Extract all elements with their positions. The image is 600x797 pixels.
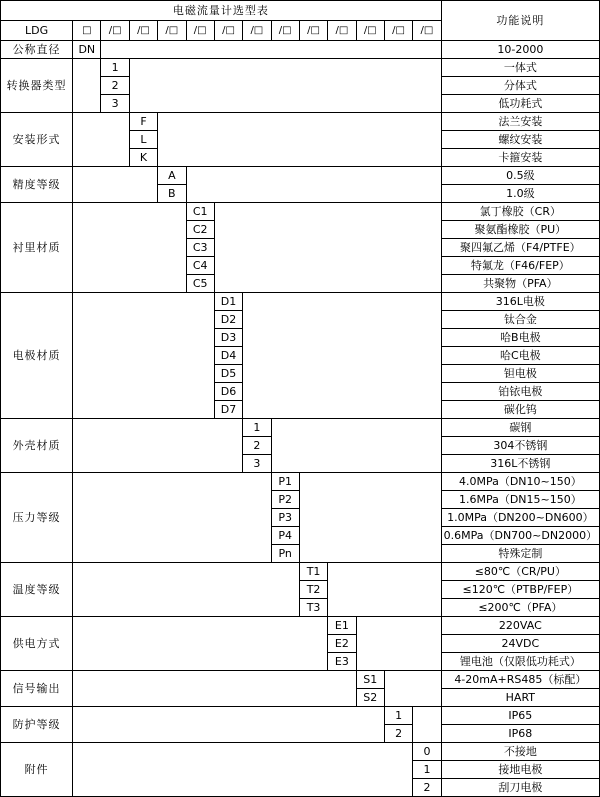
option-code[interactable]: E3 [328, 653, 356, 671]
table-row [1, 743, 600, 761]
table-row [1, 41, 600, 59]
spacer-right [101, 41, 441, 59]
table-row [1, 617, 600, 635]
spacer-right [271, 419, 441, 473]
spacer-right [129, 59, 441, 113]
row-label-12: 防护等级 [1, 707, 73, 743]
option-description: 10-2000 [441, 41, 599, 59]
spacer-left [73, 707, 385, 743]
model-code-box-11 [356, 21, 384, 41]
option-code[interactable]: D1 [214, 293, 242, 311]
option-description: 不接地 [441, 743, 599, 761]
row-label-6: 电极材质 [1, 293, 73, 419]
spacer-left [73, 203, 186, 293]
spacer-left [73, 419, 243, 473]
model-code-box-5 [186, 21, 214, 41]
spacer-right [299, 473, 441, 563]
option-description: ≤200℃（PFA） [441, 599, 599, 617]
spacer-left [73, 671, 356, 707]
option-description: 分体式 [441, 77, 599, 95]
code-box-glyph: □ [82, 25, 92, 37]
option-code[interactable]: E2 [328, 635, 356, 653]
option-description: 卡箍安装 [441, 149, 599, 167]
option-description: 304不锈钢 [441, 437, 599, 455]
code-box-glyph: /□ [108, 25, 122, 37]
spacer-left [73, 743, 413, 797]
option-code[interactable]: 2 [243, 437, 271, 455]
spacer-right [384, 671, 441, 707]
spacer-left [73, 617, 328, 671]
option-code[interactable]: B [158, 185, 186, 203]
option-code[interactable]: 3 [101, 95, 129, 113]
option-code[interactable]: 1 [243, 419, 271, 437]
code-box-glyph: /□ [193, 25, 207, 37]
option-code[interactable]: A [158, 167, 186, 185]
spacer-left [73, 563, 300, 617]
option-code[interactable]: E1 [328, 617, 356, 635]
option-code[interactable]: S2 [356, 689, 384, 707]
option-description: 聚氨酯橡胶（PU） [441, 221, 599, 239]
option-description: 哈B电极 [441, 329, 599, 347]
option-description: 4-20mA+RS485（标配） [441, 671, 599, 689]
option-code[interactable]: 2 [101, 77, 129, 95]
option-code[interactable]: 1 [384, 707, 412, 725]
model-code-box-6 [214, 21, 242, 41]
option-description: IP65 [441, 707, 599, 725]
table-row [1, 167, 600, 185]
spacer-left [73, 167, 158, 203]
option-code[interactable]: D7 [214, 401, 242, 419]
model-code-box-7 [243, 21, 271, 41]
spacer-left [73, 59, 101, 113]
option-description: 法兰安装 [441, 113, 599, 131]
row-label-8: 压力等级 [1, 473, 73, 563]
option-code[interactable]: 2 [413, 779, 441, 797]
option-description: 氯丁橡胶（CR） [441, 203, 599, 221]
option-code[interactable]: T1 [299, 563, 327, 581]
option-description: IP68 [441, 725, 599, 743]
option-code[interactable]: C4 [186, 257, 214, 275]
row-label-3: 安装形式 [1, 113, 73, 167]
option-code[interactable]: F [129, 113, 157, 131]
model-prefix: LDG [1, 21, 73, 41]
option-code[interactable]: C1 [186, 203, 214, 221]
option-description: 刮刀电极 [441, 779, 599, 797]
spacer-right [413, 707, 441, 743]
option-description: 4.0MPa（DN10~150） [441, 473, 599, 491]
option-code[interactable]: D5 [214, 365, 242, 383]
option-code[interactable]: 0 [413, 743, 441, 761]
code-box-glyph: /□ [278, 25, 292, 37]
option-description: 1.6MPa（DN15~150） [441, 491, 599, 509]
model-code-box-2 [101, 21, 129, 41]
option-description: 特氟龙（F46/FEP） [441, 257, 599, 275]
option-description: 特殊定制 [441, 545, 599, 563]
model-code-box-9 [299, 21, 327, 41]
function-description-header: 功能说明 [441, 1, 599, 41]
code-box-glyph: /□ [392, 25, 405, 37]
spacer-left [73, 293, 215, 419]
table-row [1, 113, 600, 131]
option-description: 24VDC [441, 635, 599, 653]
option-code[interactable]: P2 [271, 491, 299, 509]
option-description: 碳钢 [441, 419, 599, 437]
option-description: 聚四氟乙烯（F4/PTFE） [441, 239, 599, 257]
model-code-box-13 [413, 21, 441, 41]
table-row [1, 293, 600, 311]
option-code[interactable]: D2 [214, 311, 242, 329]
code-box-glyph: /□ [363, 25, 377, 37]
option-code[interactable]: P4 [271, 527, 299, 545]
option-description: 碳化钨 [441, 401, 599, 419]
option-code[interactable]: D4 [214, 347, 242, 365]
table-row [1, 203, 600, 221]
option-description: 铂铱电极 [441, 383, 599, 401]
option-description: 316L不锈钢 [441, 455, 599, 473]
table-row [1, 473, 600, 491]
option-description: HART [441, 689, 599, 707]
spacer-right [356, 617, 441, 671]
option-code[interactable]: C2 [186, 221, 214, 239]
option-code[interactable]: 2 [384, 725, 412, 743]
option-description: 1.0MPa（DN200~DN600） [441, 509, 599, 527]
option-description: 220VAC [441, 617, 599, 635]
code-box-glyph: /□ [222, 25, 235, 37]
option-description: 钽电极 [441, 365, 599, 383]
option-description: ≤120℃（PTBP/FEP） [441, 581, 599, 599]
option-code[interactable]: C3 [186, 239, 214, 257]
option-code[interactable]: 1 [413, 761, 441, 779]
option-description: 1.0级 [441, 185, 599, 203]
option-code[interactable]: 1 [101, 59, 129, 77]
option-code[interactable]: P1 [271, 473, 299, 491]
spacer-right [186, 167, 441, 203]
option-description: 钛合金 [441, 311, 599, 329]
option-code[interactable]: L [129, 131, 157, 149]
row-label-10: 供电方式 [1, 617, 73, 671]
option-description: 一体式 [441, 59, 599, 77]
option-code[interactable]: D3 [214, 329, 242, 347]
row-label-11: 信号输出 [1, 671, 73, 707]
option-description: 共聚物（PFA） [441, 275, 599, 293]
option-code[interactable]: DN [73, 41, 101, 59]
spacer-right [328, 563, 441, 617]
option-code[interactable]: 3 [243, 455, 271, 473]
row-label-4: 精度等级 [1, 167, 73, 203]
table-row [1, 563, 600, 581]
spacer-right [158, 113, 442, 167]
code-box-glyph: /□ [165, 25, 179, 37]
spacer-right [214, 203, 441, 293]
table-row [1, 419, 600, 437]
option-code[interactable]: T3 [299, 599, 327, 617]
spacer-right [243, 293, 442, 419]
option-code[interactable]: P3 [271, 509, 299, 527]
row-label-9: 温度等级 [1, 563, 73, 617]
model-code-box-8 [271, 21, 299, 41]
option-description: 低功耗式 [441, 95, 599, 113]
code-box-glyph: /□ [420, 25, 434, 37]
code-box-glyph: /□ [137, 25, 150, 37]
model-code-box-10 [328, 21, 356, 41]
option-description: 316L电极 [441, 293, 599, 311]
table-header-row [1, 1, 600, 21]
code-box-glyph: /□ [307, 25, 320, 37]
row-label-7: 外壳材质 [1, 419, 73, 473]
spacer-left [73, 113, 130, 167]
option-code[interactable]: D6 [214, 383, 242, 401]
row-label-1: 公称直径 [1, 41, 73, 59]
row-label-2: 转换器类型 [1, 59, 73, 113]
option-description: ≤80℃（CR/PU） [441, 563, 599, 581]
option-code[interactable]: K [129, 149, 157, 167]
table-row [1, 59, 600, 77]
model-code-box-3 [129, 21, 157, 41]
model-code-box-1 [73, 21, 101, 41]
option-description: 锂电池（仅限低功耗式） [441, 653, 599, 671]
option-description: 哈C电极 [441, 347, 599, 365]
option-code[interactable]: Pn [271, 545, 299, 563]
option-code[interactable]: C5 [186, 275, 214, 293]
code-box-glyph: /□ [335, 25, 349, 37]
row-label-13: 附件 [1, 743, 73, 797]
option-description: 螺纹安装 [441, 131, 599, 149]
spacer-left [73, 473, 271, 563]
table-row [1, 671, 600, 689]
code-box-glyph: /□ [250, 25, 264, 37]
option-code[interactable]: T2 [299, 581, 327, 599]
model-code-box-12 [384, 21, 412, 41]
option-description: 0.6MPa（DN700~DN2000） [441, 527, 599, 545]
table-title: 电磁流量计选型表 [1, 1, 442, 21]
row-label-5: 衬里材质 [1, 203, 73, 293]
model-code-box-4 [158, 21, 186, 41]
option-description: 0.5级 [441, 167, 599, 185]
option-code[interactable]: S1 [356, 671, 384, 689]
option-description: 接地电极 [441, 761, 599, 779]
